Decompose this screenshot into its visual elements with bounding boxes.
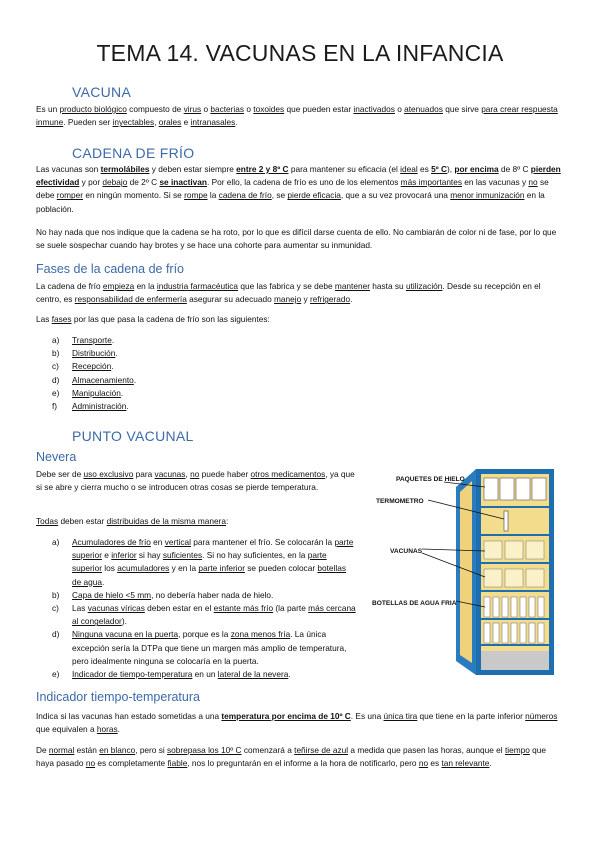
paragraph-indicador-1: Indica si las vacunas han estado sometidas a una temperatura por encima de 10º C. Es una única tira que tiene en la parte inferior números que equivalen a horas. [36,711,558,735]
paragraph-vacuna: Es un producto biológico compuesto de virus o bacterias o toxoides que pueden estar inactivados o atenuados que sirve para crear respuesta inmune. Pueden ser inyectables, orales e intranasales. [36,104,558,128]
heading-cadena-frio: CADENA DE FRÍO [72,145,195,161]
water-bottle [511,623,517,643]
list-item: d) Ninguna vacuna en la puerta, porque es la zona menos fría. La única excepción sería la DTPa que tiene un margen más amplio de temperatura, pero idealmente ninguna se colocaría en la puerta. [52,629,347,666]
paragraph-nevera-1: Debe ser de uso exclusivo para vacunas, no puede haber otros medicamentos, ya que si se abre y cierra mucho o se introducen otras cosas se pierde temperatura. [36,469,355,493]
fridge-diagram [364,465,564,680]
water-bottle [529,597,535,617]
label-paquetes-hielo: PAQUETES DE HIELO [396,476,465,483]
label-termometro: TERMOMETRO [376,498,424,505]
heading-vacuna: VACUNA [72,84,132,100]
ice-pack [500,478,514,500]
ice-pack [516,478,530,500]
label-vacunas: VACUNAS [390,548,423,555]
water-bottle [502,623,508,643]
ice-pack [532,478,546,500]
heading-fases: Fases de la cadena de frío [36,262,185,276]
heading-punto-vacunal: PUNTO VACUNAL [72,428,194,444]
paragraph-indicador-2: De normal están en blanco, pero si sobrepasa los 10º C comenzará a teñirse de azul a medida que pasen las horas, aunque el tiempo que haya pasado no es completamente fiable, nos lo preguntarán en el informe a la hora de notificarlo, pero no es tan relevante. [36,745,547,769]
water-bottle [493,597,499,617]
vaccine-box [484,569,502,587]
paragraph-fases: La cadena de frío empieza en la industria farmacéutica que las fabrica y se debe mantener hasta su utilización. Desde su recepción en el centro, es responsabilidad de enfermería asegurar su adecuado manejo y refrigerado. [36,281,541,305]
vaccine-box [526,569,544,587]
heading-nevera: Nevera [36,450,77,464]
list-item: e) Indicador de tiempo-temperatura en un lateral de la nevera. [52,669,291,680]
water-bottle [493,623,499,643]
vaccine-box [505,541,523,559]
list-item: a) Acumuladores de frío en vertical para mantener el frío. Se colocarán la parte superior e inferior si hay suficientes. Si no hay suficientes, en la parte superior los acumuladores y en la parte inferior se pueden colocar botellas de agua. [52,537,354,587]
list-item: c) Las vacunas víricas deben estar en el estante más frío (la parte más cercana al congelador). [52,603,356,627]
paragraph-fases-intro: Las fases por las que pasa la cadena de frío son las siguientes: [36,314,270,324]
list-item: b) Capa de hielo <5 mm, no debería haber nada de hielo. [52,589,274,600]
paragraph-cadena-1: Las vacunas son termolábiles y deben estar siempre entre 2 y 8º C para mantener su eficacia (el ideal es 5º C), por encima de 8º C pierden efectividad y por debajo de 2º C se inactivan. Por ello, la cadena de frío es uno de los elementos más importantes en las vacunas y no se debe romper en ningún momento. Si se rompe la cadena de frío, se pierde eficacia, que a su vez provocará una menor inmunización en la población. [36,164,561,214]
vaccine-box [526,541,544,559]
nevera-list [52,536,357,681]
water-bottle [529,623,535,643]
document-page: TEMA 14. VACUNAS EN LA INFANCIA VACUNA Es un producto biológico compuesto de virus o bacterias o toxoides que pueden estar inactivados o atenuados que sirve para crear respuesta inmune. Pueden ser inyectables, orales e intranasales. CADENA DE FRÍO Las vacunas son termolábiles y deben estar siempre entre 2 y 8º C para mantener su eficacia (el ideal es 5º C), por encima de 8º C pierden efectividad y por debajo de 2º C se inactivan. Por ello, la cadena de frío es uno de los elementos más importantes en las vacunas y no se debe romper en ningún momento. Si se rompe la cadena de frío, se pierde eficacia, que a su vez provocará una menor inmunización en la población. No hay nada que nos indique que la cadena se ha roto, por lo que es difícil darse cuenta de ello. No cambiarán de color ni de fase, por lo que se suele sospechar cuando hay brotes y se hace una cohorte para aumentar su inmunidad. Fases de la cadena de frío La cadena de frío empieza en la industria farmacéutica que las fabrica y se debe mantener hasta su utilización. Desde su recepción en el centro, es responsabilidad de enfermería asegurar su adecuado manejo y refrigerado. Las fases por las que pasa la cadena de frío son las siguientes: a) Transporte. b) Distribución. c) Recepción. d) Almacenamiento. e) Manipulación. f) Administración. PUNTO VACUNAL Nevera Debe ser de uso exclusivo para vacunas, no puede haber otros medicamentos, ya que si se abre y cierra mucho o se introducen otras cosas se pierde temperatura. Todas deben estar distribuidas de la misma manera: a) Acumuladores de frío en vertical para mantener el frío. Se colocarán la parte superior e inferior si hay suficientes. Si no hay suficientes, en la parte superior los acumuladores y en la parte inferior se pueden colocar botellas de agua. b) Capa de hielo <5 mm, no debería haber nada de hielo. c) Las vacunas víricas deben estar en el estante más frío (la parte más cercana al congelador). d) Ninguna vacuna en la puerta, porque es la zona menos fría. La única excepción sería la DTPa que tiene un margen más amplio de temperatura, pero idealmente ninguna se colocaría en la puerta. e) Indicador de tiempo-temperatura en un lateral de la nevera. PAQUETES DE HIELO TERMOMETRO VACUNAS BOTELLAS DE AGUA FRIA Indicador tiempo-temperatura Indica si las vacunas han estado sometidas a una temperatura por encima de 10º C. Es una única tira que tiene en la parte inferior números que equivalen a horas. De normal están en blanco, pero si sobrepasa los 10º C comenzará a teñirse de azul a medida que pasen las horas, aunque el tiempo que haya pasado no es completamente fiable, nos lo preguntarán en el informe a la hora de notificarlo, pero no es tan relevante. [0,0,600,848]
page-title: TEMA 14. VACUNAS EN LA INFANCIA [96,40,504,66]
water-bottle [502,597,508,617]
vaccine-box [484,541,502,559]
water-bottle [484,623,490,643]
label-botellas: BOTELLAS DE AGUA FRIA [372,600,457,607]
paragraph-nevera-2: Todas deben estar distribuidas de la misma manera: [36,516,229,526]
fridge-vent [481,651,549,670]
heading-indicador: Indicador tiempo-temperatura [36,690,200,704]
water-bottle [538,597,544,617]
thermometer [504,511,508,531]
vaccine-box [505,569,523,587]
water-bottle [520,623,526,643]
paragraph-cadena-2: No hay nada que nos indique que la cadena se ha roto, por lo que es difícil darse cuenta de ello. No cambiarán de color ni de fase, por lo que se suele sospechar cuando hay brotes y se hace una cohorte para aumentar su inmunidad. [36,227,557,251]
water-bottle [538,623,544,643]
water-bottle [520,597,526,617]
water-bottle [511,597,517,617]
ice-pack [484,478,498,500]
